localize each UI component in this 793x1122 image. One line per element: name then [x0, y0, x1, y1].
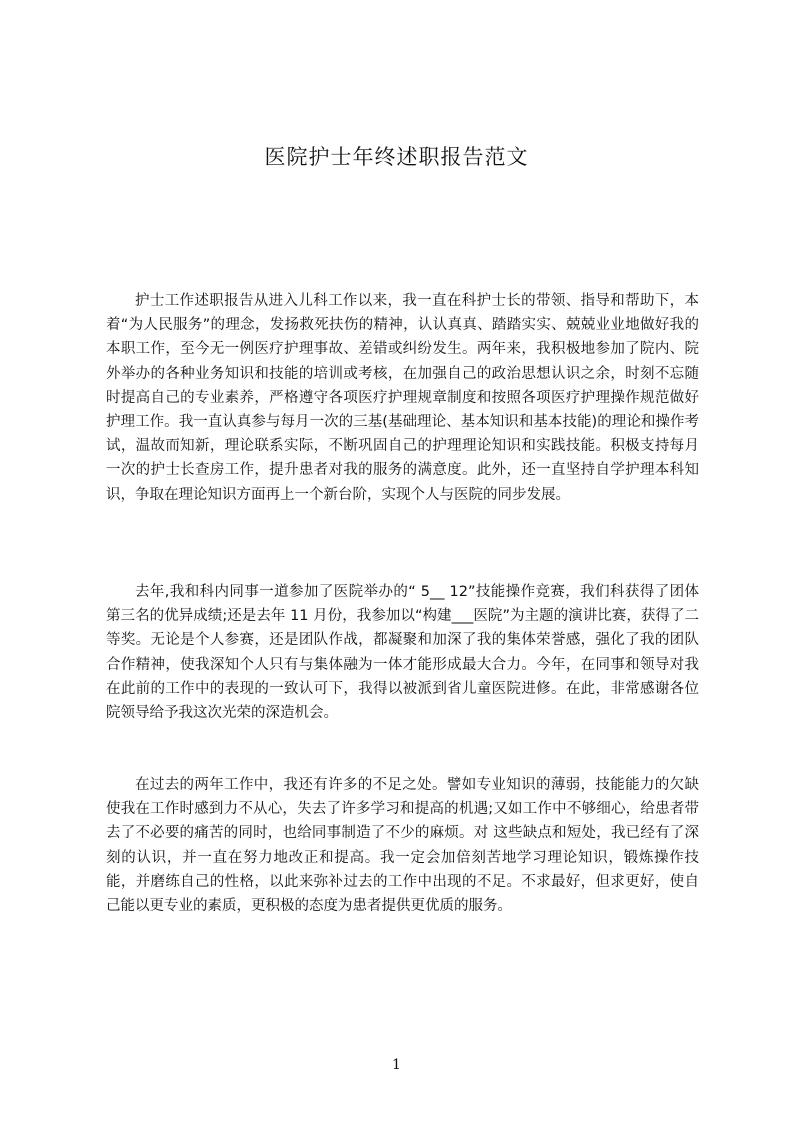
paragraph-shortcomings: 在过去的两年工作中，我还有许多的不足之处。譬如专业知识的薄弱，技能能力的欠缺使我在工作时感到力不从心，失去了许多学习和提高的机遇;又如工作中不够细心，给患者带去了不必要的痛苦的同时，也给同事制造了不少的麻烦。对 这些缺点和短处，我已经有了深刻的认识，并一直在努力地改正和提高。我一定会加倍刻苦地学习理论知识，锻炼操作技能，并磨练自己的性格，以此来弥补过去的工作中出现的不足。不求最好，但求更好，使自己能以更专业的素质，更积极的态度为患者提供更优质的服务。: [106, 777, 699, 915]
page-number: 1: [392, 1057, 401, 1073]
document-title: 医院护士年终述职报告范文: [264, 145, 529, 169]
paragraph-work-summary: 护士工作述职报告从进入儿科工作以来，我一直在科护士长的带领、指导和帮助下，本着“为人民服务”的理念，发扬救死扶伤的精神，认认真真、踏踏实实、兢兢业业地做好我的本职工作，至今无一例医疗护理事故、差错或纠纷发生。两年来，我积极地参加了院内、院外举办的各种业务知识和技能的培训或考核，在加强自己的政治思想认识之余，时刻不忘随时提高自己的专业素养，严格遵守各项医疗护理规章制度和按照各项医疗护理操作规范做好护理工作。我一直认真参与每月一次的三基(基础理论、基本知识和基本技能)的理论和操作考试，温故而知新，理论联系实际，不断巩固自己的护理理论知识和实践技能。积极支持每月一次的护士长查房工作，提升患者对我的服务的满意度。此外，还一直坚持自学护理本科知识，争取在理论知识方面再上一个新台阶，实现个人与医院的同步发展。: [106, 293, 699, 503]
paragraph-competitions: 去年,我和科内同事一道参加了医院举办的“ 5__ 12”技能操作竞赛，我们科获得了团体第三名的优异成绩;还是去年 11 月份，我参加以“构建___医院”为主题的演讲比赛，获得了二等奖。无论是个人参赛，还是团队作战，都凝聚和加深了我的集体荣誉感，强化了我的团队合作精神，使我深知个人只有与集体融为一体才能形成最大合力。今年，在同事和领导对我在此前的工作中的表现的一致认可下，我得以被派到省儿童医院进修。在此，非常感谢各位院领导给予我这次光荣的深造机会。: [106, 584, 699, 722]
